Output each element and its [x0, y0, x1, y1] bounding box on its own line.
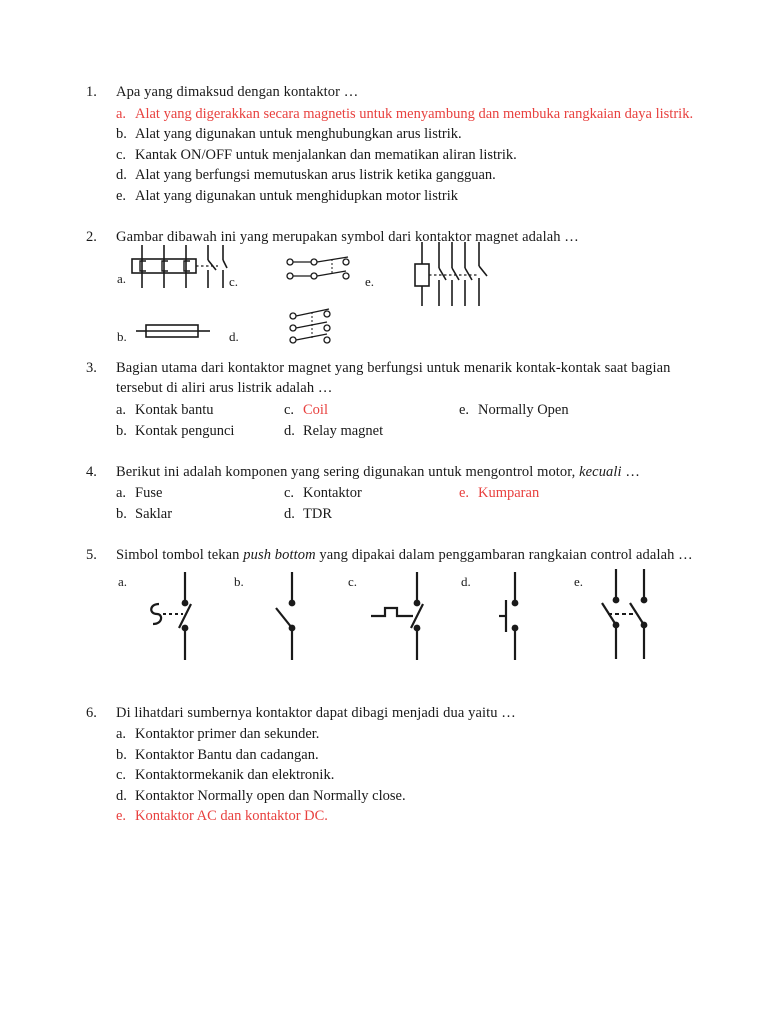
question-3-option-c[interactable] [284, 400, 459, 421]
option-letter: b. [116, 126, 127, 142]
question-5-text [116, 545, 698, 566]
option-letter: c. [284, 485, 295, 501]
option-text: TDR [303, 506, 332, 522]
question-2-number: 2. [86, 229, 97, 245]
question-3-number: 3. [86, 359, 97, 376]
coil-with-four-contacts-symbol[interactable] [411, 240, 491, 310]
option-text: Saklar [135, 506, 173, 522]
question-6 [86, 703, 698, 827]
option-letter: a. [116, 726, 127, 742]
three-pole-contact-symbol[interactable] [289, 306, 351, 348]
option-text: Coil [303, 401, 328, 418]
question-1-text: Apa yang dimaksud dengan kontaktor … [116, 84, 359, 100]
push-button-no-symbol[interactable] [371, 570, 433, 662]
question-5-option-a-label: a. [118, 573, 128, 589]
option-text: Kontak bantu [135, 401, 214, 418]
question-4-option-empty [459, 504, 698, 525]
option-text: Kontaktor primer dan sekunder. [135, 726, 320, 742]
option-letter: b. [116, 422, 127, 439]
option-text: Alat yang digunakan untuk menghubungkan arus listrik. [135, 126, 462, 142]
question-4-text-italic: kecuali [579, 463, 622, 480]
question-1-option-c[interactable] [116, 145, 698, 166]
question-2-option-c-label: c. [229, 273, 239, 289]
question-6-option-e[interactable] [116, 806, 698, 827]
question-5-option-c-label: c. [348, 573, 358, 589]
question-5-text-italic: push bottom [243, 547, 316, 563]
option-letter: e. [459, 485, 470, 501]
question-6-option-d[interactable] [116, 786, 698, 807]
normally-closed-contact-symbol[interactable] [491, 570, 531, 662]
question-2-option-b-label: b. [117, 328, 127, 344]
three-pole-contactor-symbol[interactable] [130, 243, 228, 295]
question-3-options-row-2 [116, 421, 698, 442]
option-text: Kontak pengunci [135, 422, 235, 439]
question-6-option-b[interactable] [116, 745, 698, 766]
option-letter: c. [116, 146, 127, 163]
question-4-option-e[interactable] [459, 483, 698, 504]
option-letter: c. [116, 767, 127, 783]
option-text: Kontaktormekanik dan elektronik. [135, 767, 335, 783]
question-2-text: Gambar dibawah ini yang merupakan symbol dari kontaktor magnet adalah … [116, 229, 579, 245]
question-5-heading [86, 545, 698, 566]
question-4-heading [86, 462, 698, 483]
option-text: Normally Open [478, 401, 569, 418]
question-3-heading [86, 358, 698, 399]
question-5-number: 5. [86, 547, 97, 563]
option-letter: d. [284, 506, 295, 522]
option-letter: d. [116, 167, 127, 183]
question-4-option-b[interactable] [116, 504, 284, 525]
option-letter: e. [459, 401, 470, 418]
question-4-text-after: … [621, 463, 640, 480]
question-3-options [116, 400, 698, 442]
option-letter: b. [116, 746, 127, 763]
question-4-option-a[interactable] [116, 483, 284, 504]
option-letter: a. [116, 105, 127, 122]
option-text: Kontaktor Normally open dan Normally close. [135, 787, 406, 804]
question-4-text [116, 462, 698, 483]
question-1-option-a[interactable] [116, 104, 698, 125]
question-5-option-d-label: d. [461, 573, 471, 589]
normally-open-switch-symbol[interactable] [268, 570, 308, 662]
question-4-options-row-1 [116, 483, 698, 504]
question-3-option-b[interactable] [116, 421, 284, 442]
linked-double-contact-symbol[interactable] [598, 567, 664, 663]
option-text: Kontaktor AC dan kontaktor DC. [135, 808, 328, 824]
option-letter: c. [284, 401, 295, 418]
option-letter: b. [116, 506, 127, 522]
question-4-option-d[interactable] [284, 504, 459, 525]
question-5 [86, 545, 698, 685]
question-2-option-a-label: a. [117, 270, 127, 286]
option-text: Kumparan [478, 485, 540, 501]
option-text: Alat yang digerakkan secara magnetis untuk menyambung dan membuka rangkaian daya listrik. [135, 105, 694, 122]
question-5-text-after: yang dipakai dalam penggambaran rangkaian control adalah … [315, 547, 693, 563]
question-4-options-row-2 [116, 504, 698, 525]
option-text: Relay magnet [303, 422, 384, 439]
question-6-option-c[interactable] [116, 765, 698, 786]
question-6-heading [86, 703, 698, 724]
option-text: Alat yang digunakan untuk menghidupkan motor listrik [135, 187, 458, 204]
question-5-option-e-label: e. [574, 573, 584, 589]
question-4-options [116, 483, 698, 525]
question-2 [86, 227, 698, 358]
question-2-option-d-label: d. [229, 328, 239, 344]
question-1 [86, 82, 698, 206]
question-6-option-a[interactable] [116, 724, 698, 745]
option-letter: d. [116, 787, 127, 804]
option-text: Kantak ON/OFF untuk menjalankan dan mematikan aliran listrik. [135, 146, 517, 163]
option-letter: e. [116, 187, 127, 204]
question-1-options [116, 104, 698, 207]
question-3 [86, 358, 698, 442]
option-text: Fuse [135, 485, 163, 501]
push-button-nc-symbol[interactable] [141, 570, 201, 662]
question-6-options [116, 724, 698, 827]
option-text: Alat yang berfungsi memutuskan arus listrik ketika gangguan. [135, 167, 496, 183]
question-1-option-e[interactable] [116, 186, 698, 207]
question-1-option-b[interactable] [116, 124, 698, 145]
question-6-number: 6. [86, 704, 97, 721]
question-3-option-e[interactable] [459, 400, 698, 421]
option-text: Kontaktor [303, 485, 362, 501]
question-5-symbol-options [86, 570, 698, 685]
two-pole-contact-symbol[interactable] [286, 256, 356, 284]
question-1-option-d[interactable] [116, 165, 698, 186]
question-4-text-before: Berikut ini adalah komponen yang sering digunakan untuk mengontrol motor, [116, 463, 580, 480]
question-1-number: 1. [86, 84, 97, 100]
option-letter: e. [116, 808, 127, 824]
question-3-options-row-1 [116, 400, 698, 421]
question-3-option-d[interactable] [284, 421, 459, 442]
option-letter: a. [116, 401, 127, 418]
question-6-text: Di lihatdari sumbernya kontaktor dapat dibagi menjadi dua yaitu … [116, 704, 516, 721]
question-2-option-e-label: e. [365, 273, 375, 289]
question-2-symbol-options [86, 248, 698, 358]
question-1-heading [86, 82, 698, 103]
question-3-option-a[interactable] [116, 400, 284, 421]
question-3-text: Bagian utama dari kontaktor magnet yang berfungsi untuk menarik kontak-kontak saat bagian tersebut di aliri arus listrik adalah … [116, 359, 671, 396]
fuse-symbol[interactable] [136, 321, 212, 341]
question-4-option-c[interactable] [284, 483, 459, 504]
question-5-option-b-label: b. [234, 573, 244, 589]
question-4 [86, 462, 698, 526]
option-letter: a. [116, 485, 127, 501]
question-4-number: 4. [86, 463, 97, 480]
option-text: Kontaktor Bantu dan cadangan. [135, 746, 319, 763]
option-letter: d. [284, 422, 295, 439]
question-3-option-empty [459, 421, 698, 442]
question-5-text-before: Simbol tombol tekan [116, 547, 244, 563]
